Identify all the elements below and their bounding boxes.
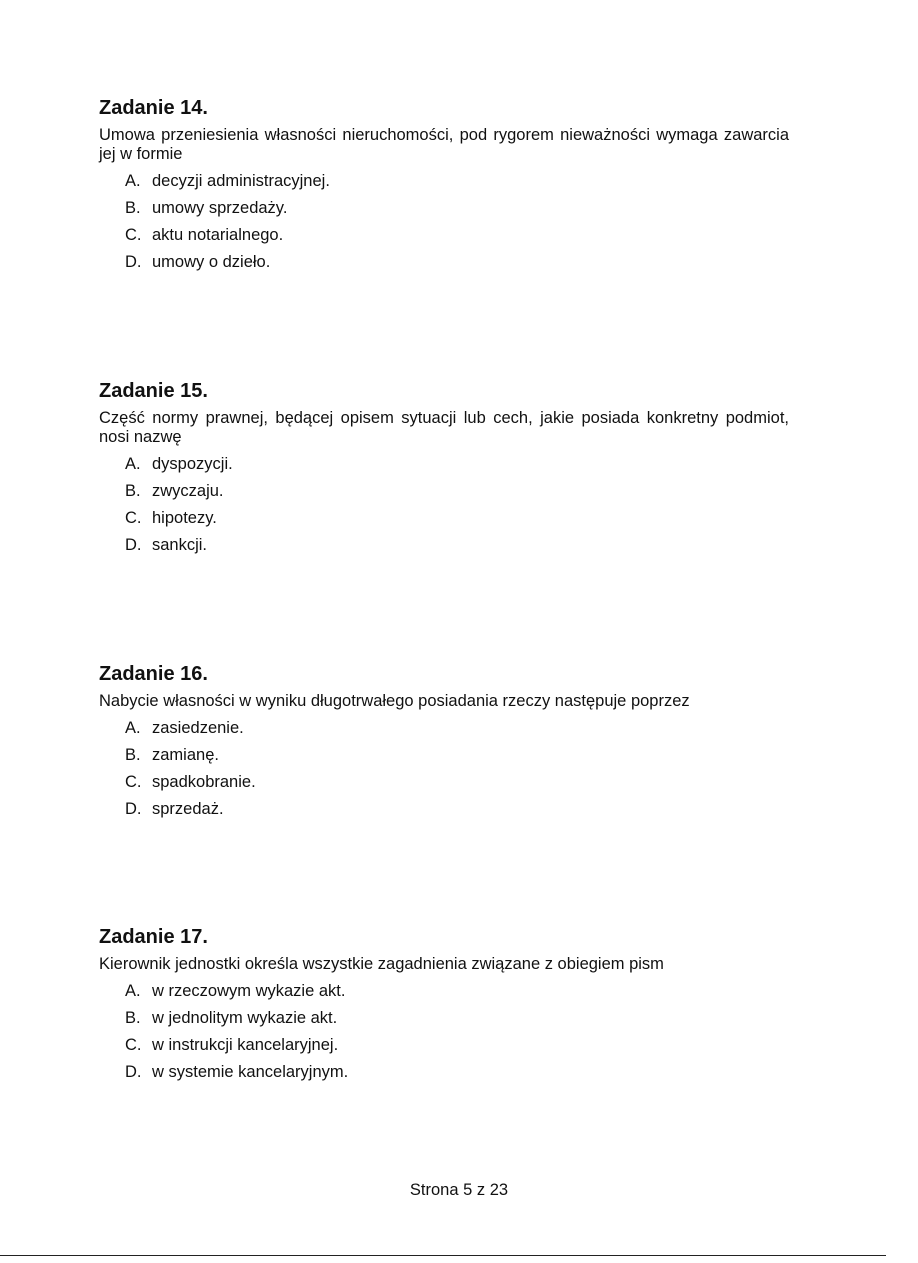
option-letter: B.: [125, 199, 141, 217]
option-text: w instrukcji kancelaryjnej.: [152, 1036, 339, 1054]
task-title: Zadanie 14.: [99, 97, 208, 119]
task-title: Zadanie 15.: [99, 380, 208, 402]
answer-option-b: [125, 482, 789, 501]
option-letter: D.: [125, 1063, 142, 1081]
task-16: [99, 662, 789, 827]
option-letter: C.: [125, 1036, 142, 1054]
bottom-divider: [0, 1255, 886, 1256]
task-question: Kierownik jednostki określa wszystkie zagadnienia związane z obiegiem pism: [99, 955, 664, 973]
answer-options: [99, 455, 789, 555]
option-letter: B.: [125, 482, 141, 500]
option-text: zwyczaju.: [152, 482, 224, 500]
option-letter: A.: [125, 719, 141, 737]
option-text: spadkobranie.: [152, 773, 256, 791]
option-text: umowy sprzedaży.: [152, 199, 288, 217]
option-letter: A.: [125, 455, 141, 473]
option-text: sprzedaż.: [152, 800, 224, 818]
answer-option-c: [125, 1036, 789, 1055]
answer-option-d: [125, 536, 789, 555]
task-title: Zadanie 17.: [99, 926, 208, 948]
option-letter: D.: [125, 800, 142, 818]
answer-options: [99, 982, 789, 1082]
answer-option-b: [125, 199, 789, 218]
option-text: umowy o dzieło.: [152, 253, 271, 271]
option-letter: A.: [125, 982, 141, 1000]
option-letter: C.: [125, 509, 142, 527]
option-letter: D.: [125, 253, 142, 271]
option-text: aktu notarialnego.: [152, 226, 284, 244]
option-text: w jednolitym wykazie akt.: [152, 1009, 338, 1027]
answer-options: [99, 172, 789, 272]
answer-option-b: [125, 746, 789, 765]
answer-option-b: [125, 1009, 789, 1028]
option-text: w systemie kancelaryjnym.: [152, 1063, 349, 1081]
answer-option-d: [125, 1063, 789, 1082]
option-letter: A.: [125, 172, 141, 190]
answer-option-a: [125, 172, 789, 191]
option-letter: B.: [125, 746, 141, 764]
page-number: Strona 5 z 23: [409, 1181, 509, 1199]
option-text: decyzji administracyjnej.: [152, 172, 330, 190]
task-question: Nabycie własności w wyniku długotrwałego posiadania rzeczy następuje poprzez: [99, 692, 690, 710]
task-title: Zadanie 16.: [99, 663, 208, 685]
option-text: zasiedzenie.: [152, 719, 244, 737]
answer-option-c: [125, 509, 789, 528]
task-15: [99, 379, 789, 563]
answer-options: [99, 719, 789, 819]
option-letter: C.: [125, 226, 142, 244]
option-letter: C.: [125, 773, 142, 791]
answer-option-c: [125, 226, 789, 245]
answer-option-a: [125, 982, 789, 1001]
task-17: [99, 925, 789, 1090]
option-letter: B.: [125, 1009, 141, 1027]
option-text: hipotezy.: [152, 509, 217, 527]
answer-option-d: [125, 800, 789, 819]
option-text: zamianę.: [152, 746, 219, 764]
task-question: Umowa przeniesienia własności nieruchomości, pod rygorem nieważności wymaga zawarcia jej w formie: [99, 126, 789, 163]
task-14: [99, 96, 789, 280]
answer-option-d: [125, 253, 789, 272]
answer-option-a: [125, 455, 789, 474]
answer-option-a: [125, 719, 789, 738]
answer-option-c: [125, 773, 789, 792]
option-text: dyspozycji.: [152, 455, 233, 473]
task-question: Część normy prawnej, będącej opisem sytuacji lub cech, jakie posiada konkretny podmiot, nosi nazwę: [99, 409, 789, 446]
option-text: sankcji.: [152, 536, 208, 554]
option-letter: D.: [125, 536, 142, 554]
option-text: w rzeczowym wykazie akt.: [152, 982, 346, 1000]
